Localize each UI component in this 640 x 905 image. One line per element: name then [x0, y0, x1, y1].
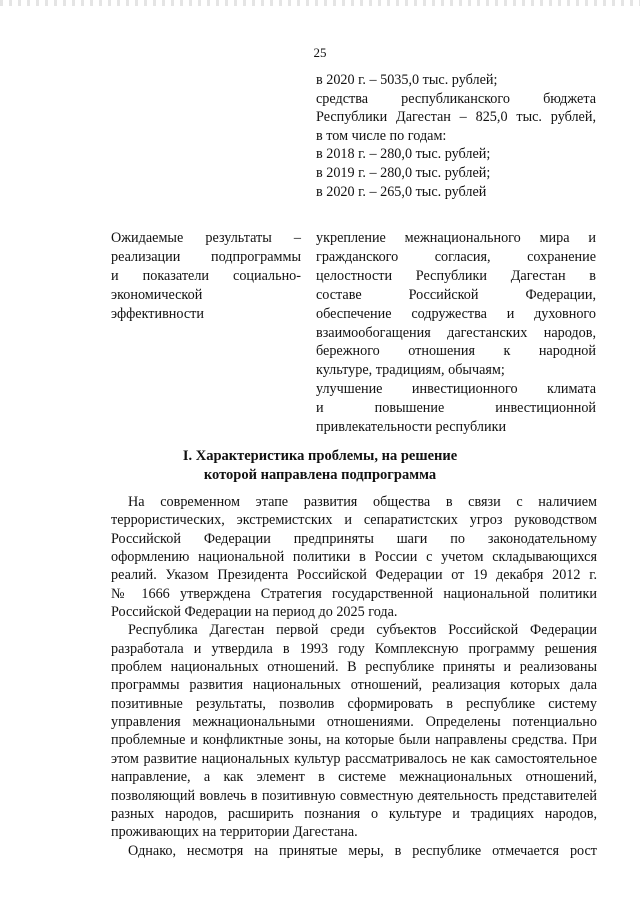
text-line: управления межнациональными отношениями. Определены потенциально [111, 714, 597, 731]
text-line: реалий. Указом Президента Российской Федерации от 19 декабря 2012 г. [111, 567, 597, 584]
text-line: улучшение инвестиционного климата [316, 381, 596, 398]
text-line: № 1666 утверждена Стратегия государственной национальной политики [111, 585, 597, 602]
scan-edge-artifact [0, 0, 640, 6]
text-line: в 2019 г. – 280,0 тыс. рублей; [316, 164, 491, 181]
text-line: в том числе по годам: [316, 127, 447, 144]
text-line: бережного отношения к народной [316, 343, 596, 360]
text-line: этом развитие национальных культур рассматривалось не как самостоятельное [111, 750, 597, 767]
text-line: средства республиканского бюджета [316, 90, 596, 107]
text-line: позитивные результаты, позволив сформировать в республике систему [111, 695, 597, 712]
text-line: в 2018 г. – 280,0 тыс. рублей; [316, 146, 491, 163]
text-line: укрепление межнационального мира и [316, 230, 596, 246]
section-heading-line-2: которой направлена подпрограмма [203, 467, 437, 483]
text-line: в 2020 г. – 5035,0 тыс. рублей; [316, 72, 498, 88]
results-label [111, 229, 301, 324]
text-line: позволяющий вовлечь в позитивную совместную деятельность представителей [111, 787, 597, 804]
text-line: проблемные и конфликтные зоны, на которые были направлены средства. При [111, 732, 597, 749]
text-line: проживающих на территории Дагестана. [111, 824, 358, 841]
text-line: гражданского согласия, сохранение [316, 248, 596, 265]
section-heading-line-1: I. Характеристика проблемы, на решение [182, 448, 458, 464]
text-line: взаимообогащения дагестанских народов, [316, 324, 596, 341]
funding-continuation [316, 71, 596, 201]
text-line: Российской Федерации на период до 2025 года. [111, 604, 398, 621]
text-line: Российской Федерации предприняты шаги по законодательному [111, 530, 597, 547]
text-line: разных народов, расширить познания о культуре и традициях народов, [111, 805, 597, 822]
text-line: направление, а как элемент в системе межнациональных отношений, [111, 769, 597, 786]
text-line: Республики Дагестан – 825,0 тыс. рублей, [316, 109, 596, 126]
text-line: обеспечение содружества и духовного [316, 305, 596, 322]
text-line: оформлению национальной политики в России с учетом складывающихся [111, 549, 597, 566]
text-line: экономической [111, 286, 203, 303]
text-line: составе Российской Федерации, [316, 286, 596, 303]
text-line: террористических, экстремистских и сепаратистских угроз руководством [111, 512, 597, 529]
text-line: эффективности [111, 305, 204, 322]
text-line: культуре, традициям, обычаям; [316, 362, 505, 379]
text-line: Ожидаемые результаты – [111, 230, 301, 246]
section-body [111, 493, 597, 860]
results-value [316, 229, 596, 437]
section-heading [140, 447, 500, 485]
text-line: Однако, несмотря на принятые меры, в республике отмечается рост [128, 842, 597, 859]
page-number: 25 [313, 45, 327, 60]
text-line: проблем национальных отношений. В республике приняты и реализованы [111, 659, 597, 676]
text-line: целостности Республики Дагестан в [316, 267, 596, 284]
text-line: реализации подпрограммы [111, 248, 301, 265]
text-line: привлекательности республики [316, 419, 507, 436]
text-line: в 2020 г. – 265,0 тыс. рублей [316, 183, 487, 200]
text-line: Республика Дагестан первой среди субъектов Российской Федерации [128, 622, 597, 639]
text-line: и показатели социально- [111, 267, 301, 284]
text-line: разработала и утвердила в 1993 году Комплексную программу решения [111, 640, 597, 657]
text-line: и повышение инвестиционной [316, 400, 596, 417]
text-line: На современном этапе развития общества в связи с наличием [128, 494, 597, 510]
text-line: программы развития национальных отношений, реализация которых дала [111, 677, 597, 694]
